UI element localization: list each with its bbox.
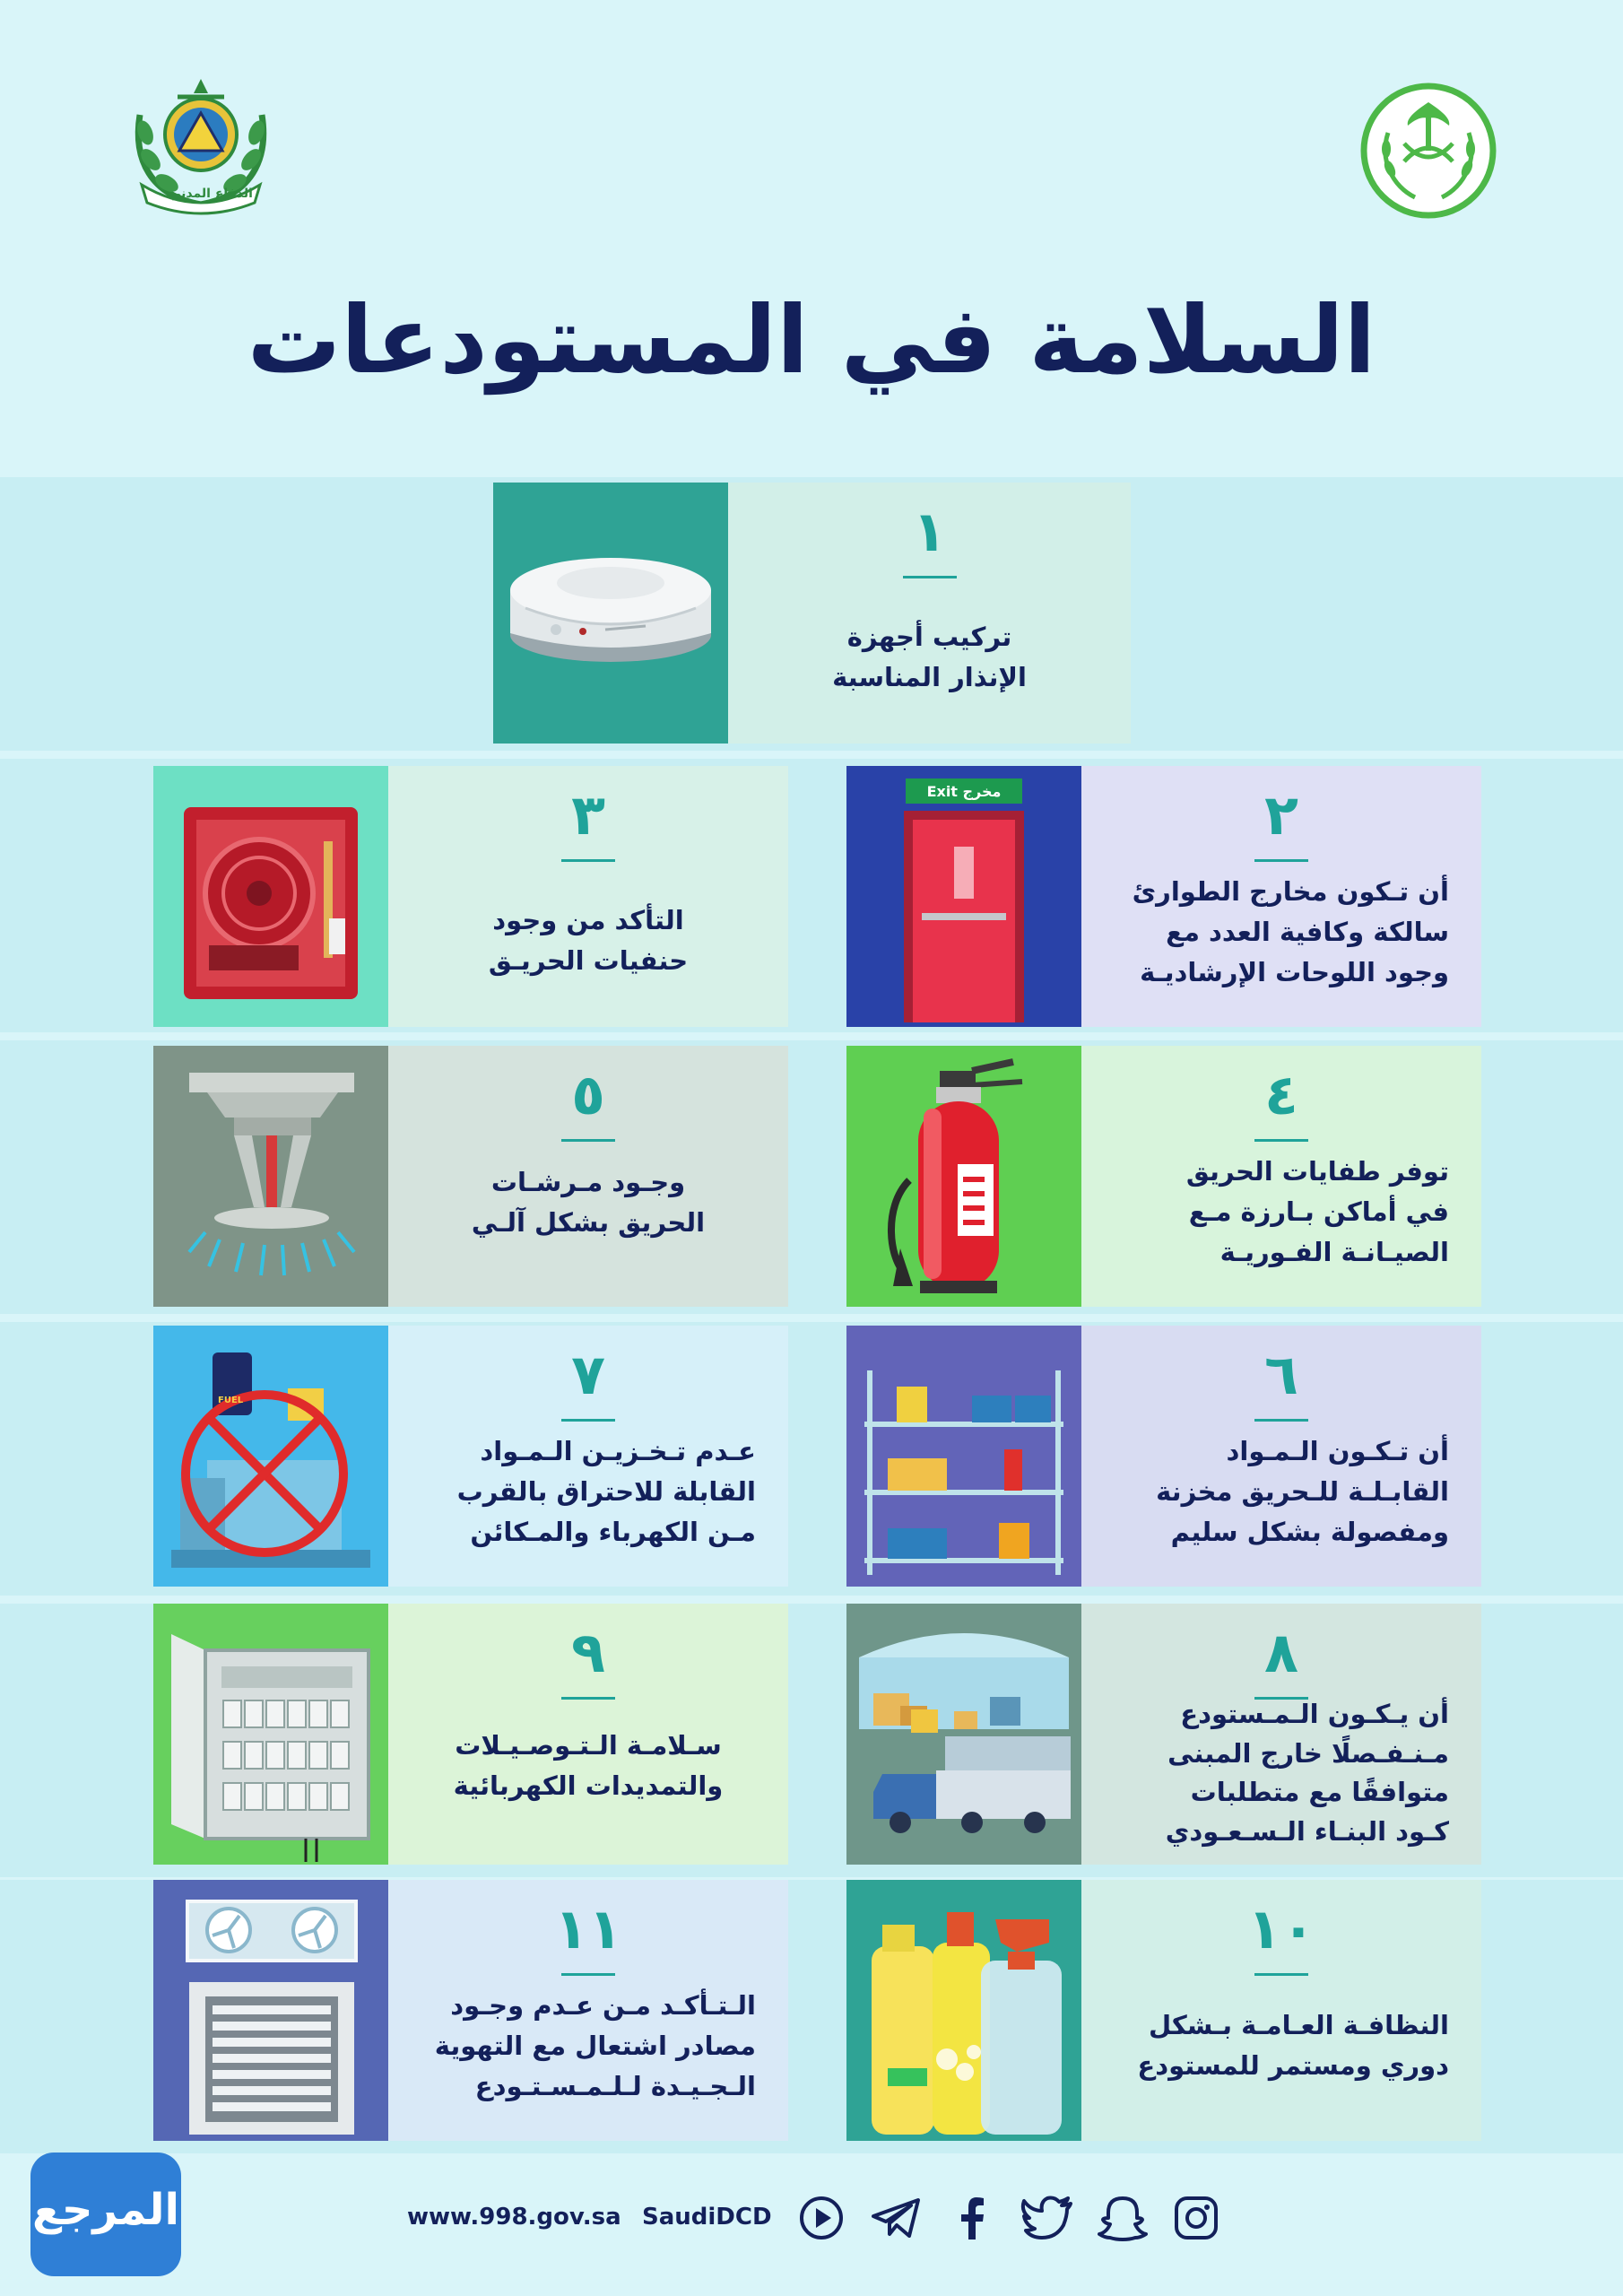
- watermark-logo-text: المرجع: [32, 2185, 179, 2235]
- item-text-line: والتمديدات الكهربائية: [453, 1770, 724, 1801]
- item-text-line: كـود البنـاء الـسـعـودي: [1165, 1815, 1449, 1847]
- number-divider: [1254, 1973, 1308, 1976]
- item-text-line: أن يـكـون الـمـستودع: [1180, 1699, 1449, 1729]
- item-number: ٥: [571, 1062, 605, 1127]
- item-number: ٦: [1264, 1342, 1298, 1407]
- item-text-line: سالكة وكافية العدد مع: [1166, 916, 1449, 947]
- smoke-detector-icon: [493, 483, 728, 744]
- emergency-exit-door-icon: [846, 766, 1081, 1027]
- item-number: ٩: [571, 1620, 605, 1685]
- safety-card-6: [846, 1326, 1481, 1587]
- safety-card-8: [846, 1604, 1481, 1865]
- fire-sprinkler-icon: [153, 1046, 388, 1307]
- ventilation-icon: [153, 1880, 388, 2141]
- item-text-line: مـنـفـصلًا خارج المبنى: [1167, 1737, 1449, 1769]
- item-text-line: الـجـيـدة لـلـمـسـتـودع: [474, 2070, 756, 2101]
- item-text-line: وجود اللوحات الإرشاديـة: [1140, 956, 1449, 987]
- item-number: ٧: [571, 1342, 605, 1407]
- item-text-line: ومفصولة بشكل سليم: [1170, 1516, 1449, 1547]
- item-text-line: تركيب أجهزة: [846, 622, 1012, 652]
- electrical-panel-icon: [153, 1604, 388, 1865]
- item-text-line: أن تـكون مخارج الطوارئ: [1132, 876, 1449, 907]
- safety-card-5: [153, 1046, 788, 1307]
- item-text-line: الصيـانـة الفـوريـة: [1219, 1236, 1449, 1267]
- safety-card-2: [846, 766, 1481, 1027]
- item-text-line: الحريق بشكل آلـي: [471, 1206, 706, 1238]
- item-text-line: القابلة للاحتراق بالقرب: [456, 1475, 756, 1507]
- item-text-line: مـن الكهرباء والمـكائن: [470, 1516, 756, 1547]
- item-text-line: النظافـة العـامـة بـشكل: [1148, 2010, 1449, 2040]
- page-title: السلامة في المستودعات: [247, 285, 1376, 395]
- safety-card-9: [153, 1604, 788, 1865]
- snapchat-icon[interactable]: [1098, 2195, 1144, 2241]
- number-divider: [903, 576, 957, 578]
- safety-card-4: [846, 1046, 1481, 1307]
- watermark-logo: [30, 2152, 181, 2276]
- civil-defense-logo-text: الدفاع المدني: [169, 187, 253, 201]
- cleaning-products-icon: [846, 1880, 1081, 2141]
- number-divider: [561, 859, 615, 862]
- item-text-line: دوري ومستمر للمستودع: [1137, 2049, 1449, 2081]
- item-text-line: وجـود مـرشـات: [490, 1167, 686, 1197]
- item-text-line: متوافقًا مع متطلبات: [1190, 1777, 1449, 1807]
- number-divider: [561, 1139, 615, 1142]
- warehouse-icon: [846, 1604, 1081, 1865]
- number-divider: [1254, 1419, 1308, 1422]
- number-divider: [1254, 1139, 1308, 1142]
- youtube-icon[interactable]: [798, 2195, 845, 2241]
- number-divider: [561, 1697, 615, 1700]
- item-text-line: توفر طفايات الحريق: [1185, 1156, 1449, 1187]
- item-number: ٢: [1264, 782, 1298, 848]
- item-text-line: حنفيات الحريـق: [488, 944, 689, 976]
- item-number: ١: [912, 499, 947, 564]
- item-text-line: مصادر اشتعال مع التهوية: [434, 2030, 756, 2061]
- number-divider: [1254, 859, 1308, 862]
- item-text-line: سـلامـة الـتـوصـيـلات: [455, 1730, 722, 1761]
- item-number: ٤: [1264, 1062, 1298, 1127]
- ministry-of-interior-logo: [1352, 79, 1505, 227]
- fuel-label: FUEL: [218, 1396, 244, 1405]
- civil-defense-logo: [115, 70, 287, 218]
- item-text-line: عـدم تـخـزيـن الـمـواد: [480, 1436, 756, 1466]
- item-number: ٨: [1264, 1620, 1298, 1685]
- item-number: ١٠: [1247, 1896, 1315, 1961]
- storage-shelf-icon: [846, 1326, 1081, 1587]
- item-text-line: أن تـكـون الـمـواد: [1226, 1436, 1449, 1466]
- safety-card-11: [153, 1880, 788, 2141]
- item-text-line: الـتـأكـد مـن عـدم وجـود: [450, 1990, 756, 2021]
- exit-sign-text: Exit مخرج: [926, 783, 1002, 800]
- website-link[interactable]: www.998.gov.sa: [407, 2204, 621, 2231]
- fire-hose-cabinet-icon: [153, 766, 388, 1027]
- safety-card-7: [153, 1326, 788, 1587]
- no-flammables-near-machines-icon: [153, 1326, 388, 1587]
- number-divider: [561, 1973, 615, 1976]
- item-text-line: التأكد من وجود: [492, 905, 684, 935]
- item-text-line: الإنذار المناسبة: [832, 661, 1027, 692]
- item-number: ١١: [554, 1896, 622, 1961]
- item-text-line: القابـلـة للـحريق مخزنة: [1156, 1475, 1449, 1507]
- twitter-icon[interactable]: [1020, 2195, 1067, 2241]
- item-text-line: في أماكن بـارزة مـع: [1188, 1196, 1449, 1227]
- social-handle[interactable]: SaudiDCD: [642, 2204, 772, 2231]
- safety-card-1: [493, 483, 1131, 744]
- fire-extinguisher-icon: [846, 1046, 1081, 1307]
- safety-card-3: [153, 766, 788, 1027]
- item-number: ٣: [571, 782, 605, 848]
- number-divider: [561, 1419, 615, 1422]
- facebook-icon[interactable]: [949, 2195, 995, 2241]
- safety-card-10: [846, 1880, 1481, 2141]
- instagram-icon[interactable]: [1173, 2195, 1219, 2241]
- telegram-icon[interactable]: [870, 2195, 916, 2241]
